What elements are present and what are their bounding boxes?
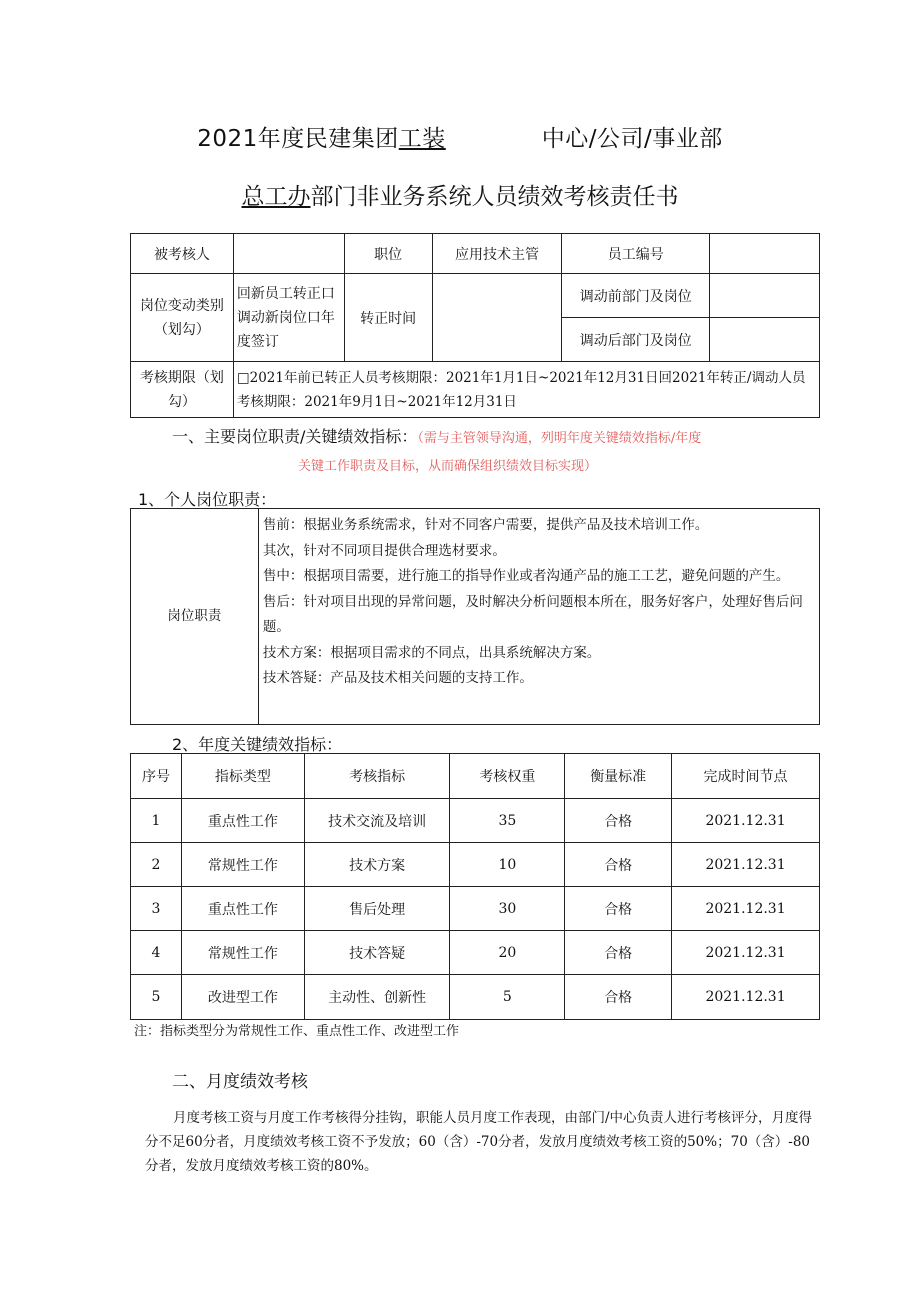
period-label: 考核期限（划勾） (131, 362, 234, 418)
kpi-cell: 合格 (565, 887, 672, 931)
kpi-cell: 合格 (565, 799, 672, 843)
duties-heading: 1、个人岗位职责： (138, 490, 277, 509)
kpi-cell: 常规性工作 (181, 931, 304, 975)
kpi-cell: 3 (131, 887, 182, 931)
position-label: 职位 (344, 234, 432, 274)
kpi-cell: 合格 (565, 843, 672, 887)
kpi-cell: 技术方案 (304, 843, 450, 887)
staff-no-value (710, 234, 820, 274)
title-main: 部门非业务系统人员绩效考核责任书 (310, 184, 679, 210)
table-row (131, 887, 820, 931)
kpi-cell: 改进型工作 (181, 975, 304, 1020)
duties-table (130, 508, 820, 725)
period-value: □2021年前已转正人员考核期限：2021年1月1日~2021年12月31日回2021年转正/调动人员考核期限：2021年9月1日~2021年12月31日 (233, 362, 819, 418)
kpi-header-cell: 完成时间节点 (672, 754, 820, 799)
kpi-cell: 技术答疑 (304, 931, 450, 975)
after-dept-value (710, 318, 820, 362)
kpi-cell: 1 (131, 799, 182, 843)
title-prefix: 2021年度民建集团 (197, 126, 399, 152)
kpi-cell: 合格 (565, 975, 672, 1020)
examinee-value (233, 234, 344, 274)
section2-paragraph: 月度考核工资与月度工作考核得分挂钩，职能人员月度工作表现，由部门/中心负责人进行考核评分，月度得分不足60分者，月度绩效考核工资不予发放；60（含）-70分者，发放月度绩效考核工资的50%；70（含）-80分者，发放月度绩效考核工资的80%。 (145, 1110, 813, 1174)
kpi-cell: 合格 (565, 931, 672, 975)
kpi-cell: 30 (450, 887, 565, 931)
change-type-value: 回新员工转正口调动新岗位口年度签订 (233, 274, 344, 362)
duty-line: 技术方案：根据项目需求的不同点，出具系统解决方案。 (262, 644, 601, 661)
doc-title-line2 (0, 178, 920, 211)
section1-note-1: （需与主管领导沟通，列明年度关键绩效指标/年度 (417, 431, 702, 446)
kpi-cell: 技术交流及培训 (304, 799, 450, 843)
kpi-cell: 2021.12.31 (672, 975, 820, 1020)
kpi-cell: 主动性、创新性 (304, 975, 450, 1020)
kpi-cell: 2021.12.31 (672, 931, 820, 975)
kpi-cell: 35 (450, 799, 565, 843)
doc-title-line1 (0, 120, 920, 153)
kpi-cell: 常规性工作 (181, 843, 304, 887)
section1-heading: 一、主要岗位职责/关键绩效指标： (172, 427, 418, 446)
kpi-header-cell: 考核权重 (450, 754, 565, 799)
duty-line: 技术答疑：产品及技术相关问题的支持工作。 (262, 670, 533, 686)
duty-line: 售前：根据业务系统需求，针对不同客户需要，提供产品及技术培训工作。 (262, 517, 709, 533)
kpi-heading: 2、年度关键绩效指标： (172, 735, 343, 754)
kpi-cell: 4 (131, 931, 182, 975)
section2-heading: 二、月度绩效考核 (172, 1072, 308, 1092)
kpi-cell: 重点性工作 (181, 799, 304, 843)
kpi-table (130, 753, 820, 1020)
kpi-cell: 5 (131, 975, 182, 1020)
kpi-cell: 10 (450, 843, 565, 887)
kpi-note: 注：指标类型分为常规性工作、重点性工作、改进型工作 (134, 1024, 460, 1039)
info-table (130, 233, 820, 418)
regular-time-value (432, 274, 562, 362)
table-row (131, 975, 820, 1020)
position-value: 应用技术主管 (432, 234, 562, 274)
duty-line: 售中：根据项目需要，进行施工的指导作业或者沟通产品的施工工艺，避免问题的产生。 (262, 568, 790, 584)
kpi-cell: 重点性工作 (181, 887, 304, 931)
after-dept-label: 调动后部门及岗位 (562, 318, 710, 362)
examinee-label: 被考核人 (131, 234, 234, 274)
section1-note-2: 关键工作职责及目标，从而确保组织绩效目标实现） (298, 459, 598, 474)
kpi-cell: 售后处理 (304, 887, 450, 931)
kpi-header-cell: 序号 (131, 754, 182, 799)
title-company-underlined: 工装 (398, 126, 446, 152)
title-dept-underlined: 总工办 (241, 184, 311, 210)
regular-time-label: 转正时间 (344, 274, 432, 362)
before-dept-value (710, 274, 820, 318)
title-suffix: 中心/公司/事业部 (541, 126, 723, 152)
kpi-header-cell: 考核指标 (304, 754, 450, 799)
duties-content (258, 509, 819, 725)
section1-heading-line (172, 424, 701, 447)
duty-line: 售后：针对项目出现的异常问题，及时解决分析问题根本所在，服务好客户，处理好售后问题。 (262, 593, 803, 635)
table-row (131, 931, 820, 975)
kpi-cell: 2021.12.31 (672, 843, 820, 887)
kpi-cell: 20 (450, 931, 565, 975)
table-row (131, 799, 820, 843)
kpi-cell: 2021.12.31 (672, 887, 820, 931)
table-row (131, 843, 820, 887)
duty-line: 其次，针对不同项目提供合理选材要求。 (262, 542, 506, 559)
kpi-cell: 5 (450, 975, 565, 1020)
kpi-header-row (131, 754, 820, 799)
kpi-cell: 2021.12.31 (672, 799, 820, 843)
duties-label: 岗位职责 (131, 509, 259, 725)
staff-no-label: 员工编号 (562, 234, 710, 274)
change-type-label: 岗位变动类别（划勾） (131, 274, 234, 362)
kpi-cell: 2 (131, 843, 182, 887)
kpi-header-cell: 衡量标准 (565, 754, 672, 799)
before-dept-label: 调动前部门及岗位 (562, 274, 710, 318)
kpi-header-cell: 指标类型 (181, 754, 304, 799)
